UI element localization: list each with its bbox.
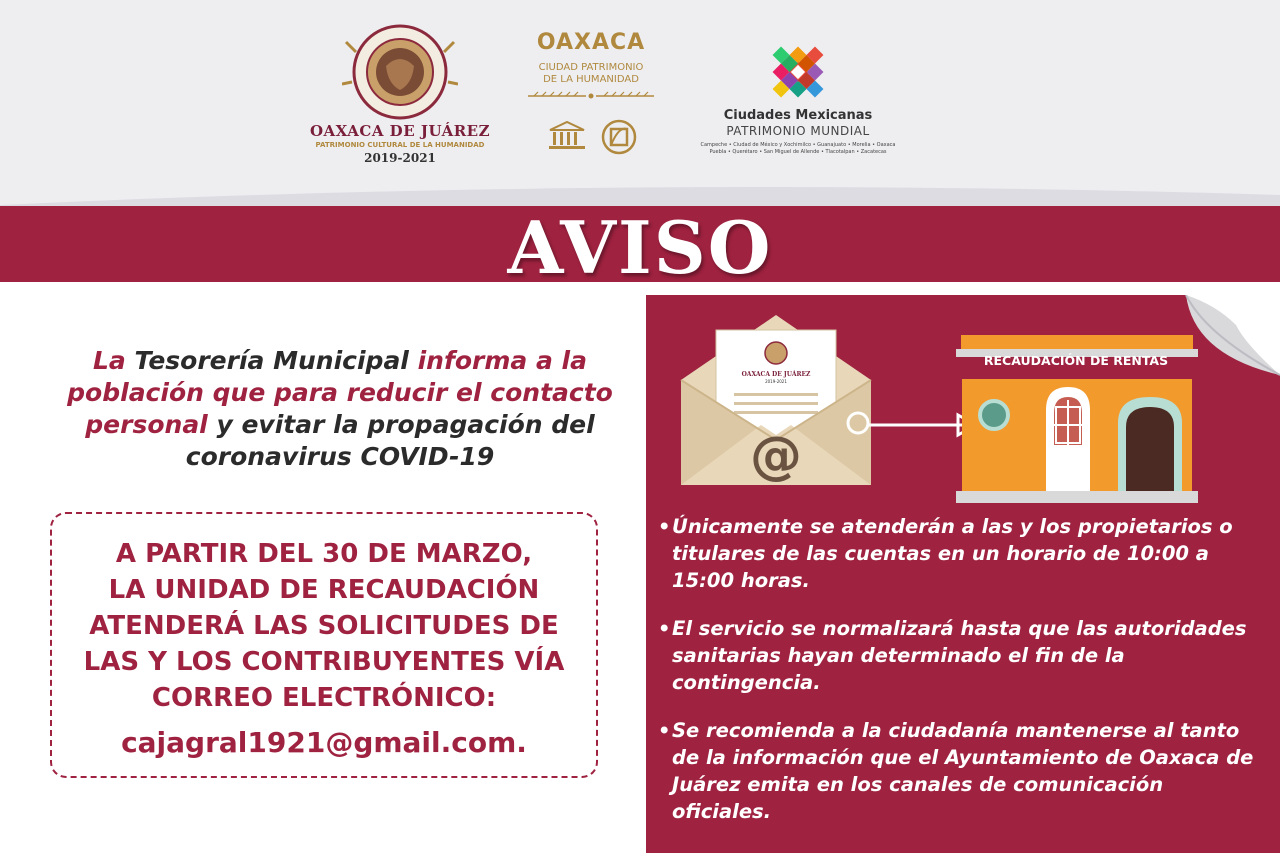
bullet-text: El servicio se normalizará hasta que las autoridades sanitarias hayan determinado el fin de la contingencia.	[672, 617, 1247, 694]
ciudad-line-1: CIUDAD PATRIMONIO	[538, 62, 644, 73]
ayuntamiento-years: 2019-2021	[364, 151, 436, 165]
oaxaca-ciudad-patrimonio-logo	[518, 30, 664, 170]
building-sign: RECAUDACIÓN DE RENTAS	[983, 353, 1169, 368]
envelope-icon	[676, 305, 876, 490]
list-item	[658, 615, 1258, 696]
at-sign-icon: @	[750, 426, 802, 486]
notice-line-3: ATENDERÁ LAS SOLICITUDES DE	[89, 611, 559, 641]
intro-part-4: y evitar la propagación del coronavirus COVID-19	[185, 410, 595, 471]
ciudades-mexicanas-name: Ciudades Mexicanas	[723, 108, 873, 123]
ayuntamiento-logo	[300, 22, 500, 172]
intro-tesoreria: Tesorería Municipal	[134, 346, 409, 375]
notice-line-1: A PARTIR DEL 30 DE MARZO,	[115, 539, 533, 569]
bullet-text: Se recomienda a la ciudadanía mantenerse al tanto de la información que el Ayuntamiento de Oaxaca de Juárez emita en los canales de comunicación oficiales.	[672, 719, 1254, 823]
bullet-text: Únicamente se atenderán a las y los propietarios o titulares de las cuentas en un horario de 10:00 a 15:00 horas.	[672, 515, 1233, 592]
list-item	[658, 513, 1258, 594]
world-heritage-icon	[600, 118, 638, 156]
envelope-letter-title: OAXACA DE JUÁREZ	[741, 371, 811, 378]
intro-part-3: informa a la población que para reducir el contacto personal	[67, 346, 613, 439]
ayuntamiento-seal-icon	[342, 22, 458, 122]
notice-box	[50, 512, 598, 778]
cities-list-line-2: Puebla • Querétaro • San Miguel de Allende • Tlacotalpan • Zacatecas	[709, 149, 887, 155]
aviso-banner	[0, 205, 1280, 290]
unesco-icon	[546, 120, 588, 152]
ciudades-mexicanas-logo	[700, 38, 896, 168]
illustration	[676, 305, 1216, 505]
notice-text	[52, 536, 596, 716]
bullet-dot-icon: •	[658, 515, 671, 538]
notice-line-5: CORREO ELECTRÓNICO:	[151, 683, 497, 713]
info-panel	[646, 295, 1280, 853]
ciudades-mexicanas-mark-icon	[764, 38, 832, 106]
ciudades-mexicanas-subtitle: PATRIMONIO MUNDIAL	[726, 124, 870, 138]
ciudad-name: OAXACA	[536, 30, 646, 55]
ayuntamiento-name: OAXACA DE JUÁREZ	[309, 122, 491, 140]
contact-email: cajagral1921@gmail.com.	[121, 726, 527, 759]
envelope-letter-years: 2019-2021	[765, 379, 787, 384]
notice-line-4: LAS Y LOS CONTRIBUYENTES VÍA	[83, 647, 565, 677]
notice-line-2: LA UNIDAD DE RECAUDACIÓN	[108, 575, 540, 605]
ornament-icon	[526, 90, 656, 102]
bullet-dot-icon: •	[658, 617, 671, 640]
intro-part-1: La	[93, 346, 135, 375]
list-item	[658, 717, 1258, 825]
ciudad-line-2: DE LA HUMANIDAD	[543, 74, 639, 85]
cities-list-line-1: Campeche • Ciudad de México y Xochimilco • Guanajuato • Morelia • Oaxaca	[700, 142, 896, 148]
bullet-dot-icon: •	[658, 719, 671, 742]
info-bullet-list	[658, 513, 1258, 846]
ayuntamiento-subtitle: PATRIMONIO CULTURAL DE LA HUMANIDAD	[315, 141, 485, 149]
intro-paragraph	[40, 345, 640, 473]
banner-title: AVISO	[507, 205, 773, 290]
